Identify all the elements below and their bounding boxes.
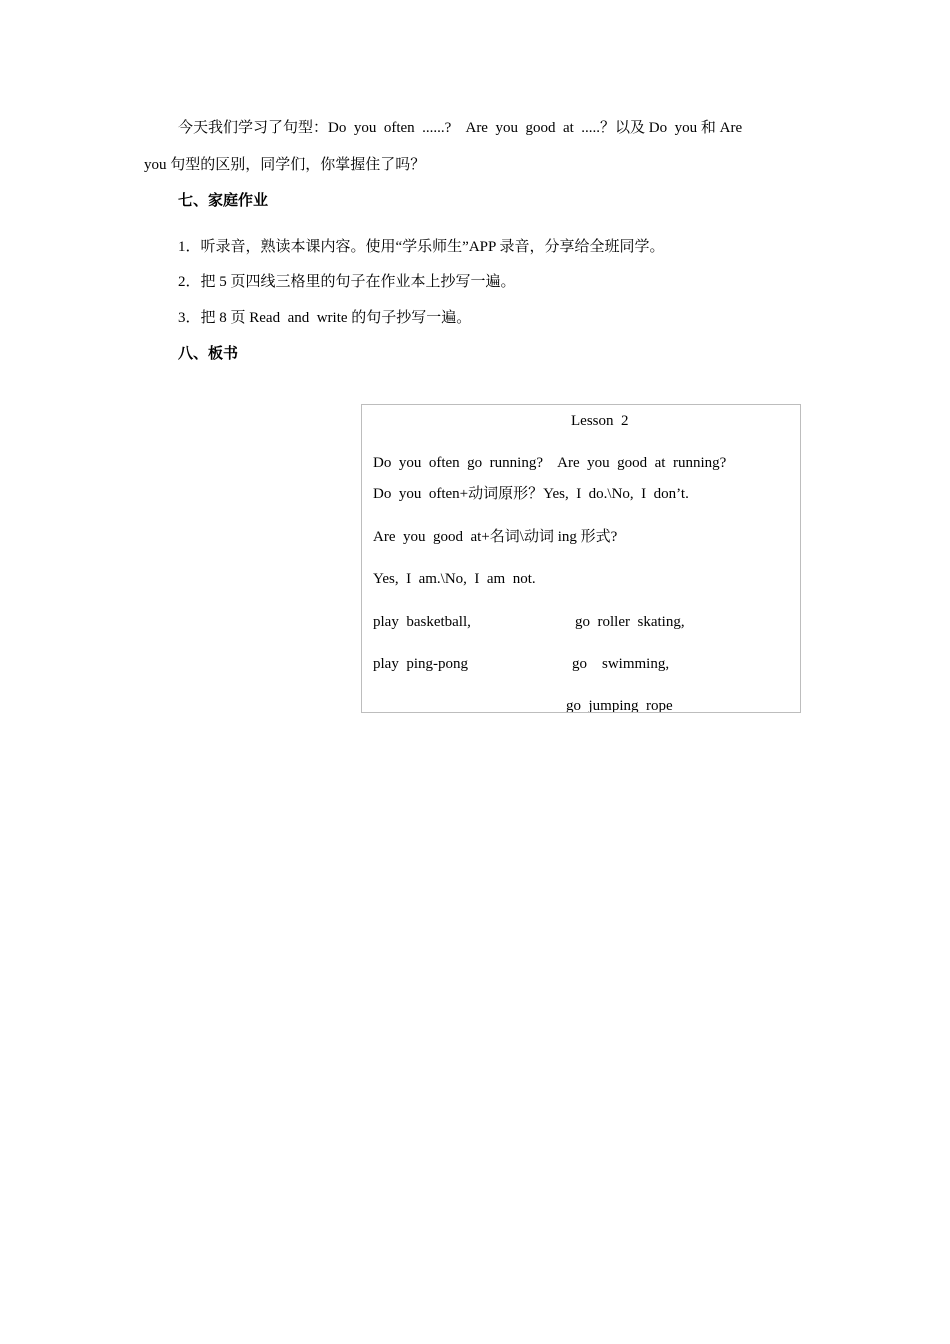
right-phrase-1: go roller skating, <box>575 614 685 630</box>
homework-item-3: 3．把 8 页 Read and write 的句子抄写一遍。 <box>178 310 472 326</box>
homework-item-1: 1．听录音，熟读本课内容。使用“学乐师生”APP 录音，分享给全班同学。 <box>178 239 665 255</box>
question-line: Do you often go running? Are you good at running? <box>373 455 727 471</box>
left-phrase-1: play basketball, <box>373 614 471 630</box>
blackboard-box <box>361 404 801 713</box>
blackboard-heading: 八、板书 <box>178 344 239 362</box>
right-phrase-3: go jumping rope <box>566 698 673 713</box>
left-phrase-2: play ping-pong <box>373 656 468 672</box>
homework-heading: 七、家庭作业 <box>178 191 269 209</box>
homework-item-2: 2．把 5 页四线三格里的句子在作业本上抄写一遍。 <box>178 274 516 290</box>
pattern-do-you-often: Do you often+动词原形？Yes, I do.\No, I don’t. <box>373 486 689 502</box>
right-phrase-2: go swimming, <box>572 656 670 672</box>
summary-line-2: you 句型的区别，同学们，你掌握住了吗？ <box>144 157 426 173</box>
pattern-are-you-good-at: Are you good at+名词\动词 ing 形式? <box>373 529 618 545</box>
lesson-title: Lesson 2 <box>571 413 629 429</box>
summary-line-1: 今天我们学习了句型：Do you often ......? Are you good at .....？以及 Do you 和 Are <box>178 120 743 136</box>
answer-yes-no: Yes, I am.\No, I am not. <box>373 571 536 587</box>
